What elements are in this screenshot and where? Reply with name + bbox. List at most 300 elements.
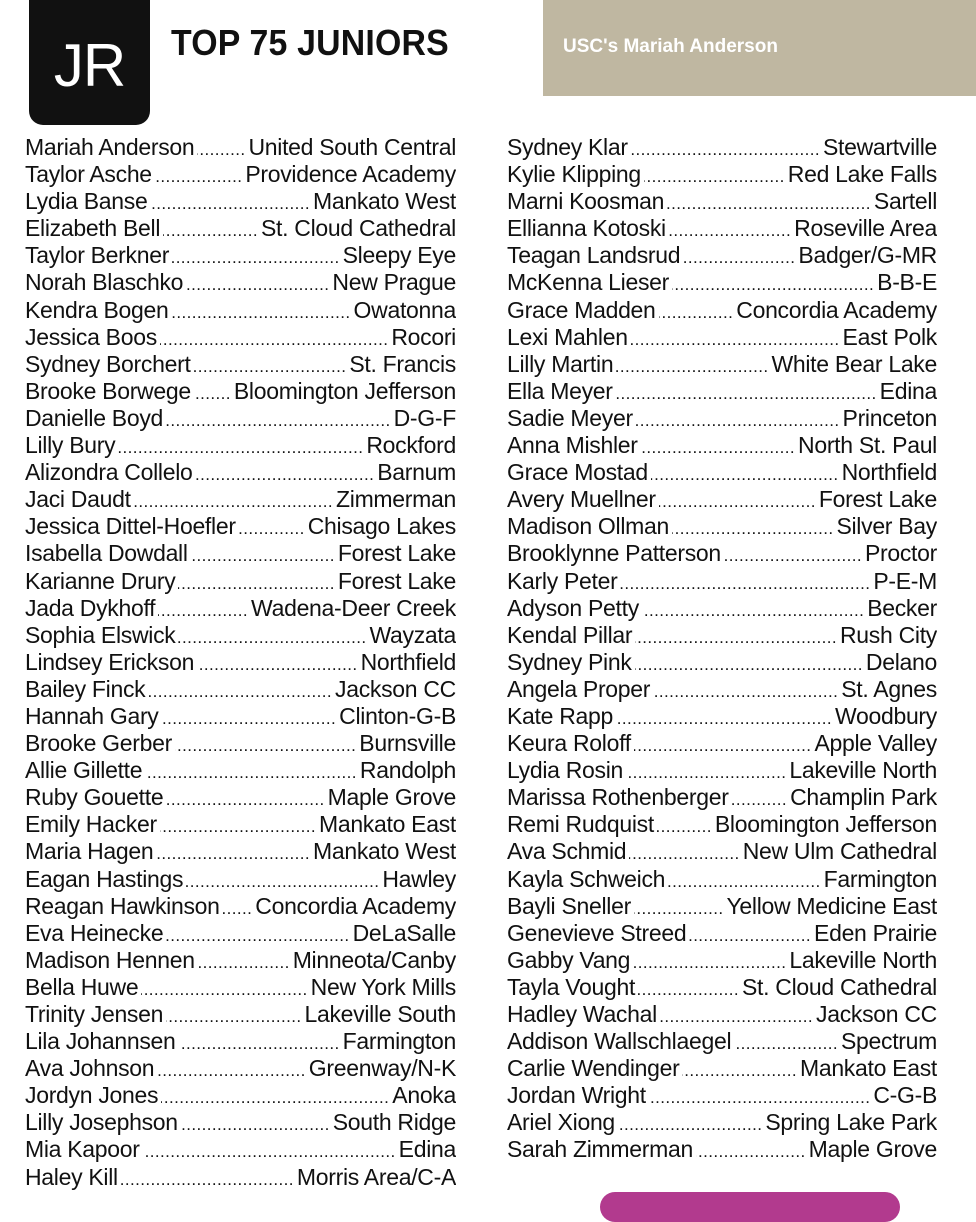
school-name: Champlin Park <box>790 784 937 811</box>
roster-entry <box>507 649 937 676</box>
roster-entry <box>25 1164 456 1191</box>
school-name: Sartell <box>873 188 937 215</box>
school-name: Princeton <box>842 404 937 431</box>
school-name: United South Central <box>248 134 456 160</box>
school-name: Farmington <box>823 865 937 892</box>
player-name: Karianne Drury <box>25 567 176 594</box>
player-name: Kendal Pillar <box>507 621 633 648</box>
dot-leader <box>683 244 795 269</box>
dot-leader <box>732 786 788 811</box>
roster-entry <box>507 595 937 622</box>
school-name: New Ulm Cathedral <box>742 838 937 865</box>
player-name: Sarah Zimmerman <box>507 1136 693 1163</box>
dot-leader <box>161 1084 389 1109</box>
player-name: Maria Hagen <box>25 838 154 865</box>
dot-leader <box>160 326 388 351</box>
school-name: Lakeville North <box>789 757 937 784</box>
school-name: Randolph <box>359 757 456 784</box>
player-name: Kayla Schweich <box>507 865 666 892</box>
school-name: New York Mills <box>310 973 456 1000</box>
player-name: Brooklynne Patterson <box>507 540 721 567</box>
player-name: Anna Mishler <box>507 432 638 459</box>
roster-entry <box>507 324 937 351</box>
dot-leader <box>667 190 871 215</box>
dot-leader <box>143 1138 396 1163</box>
school-name: Forest Lake <box>337 567 456 594</box>
school-name: Woodbury <box>834 702 937 729</box>
roster-entry <box>507 134 937 161</box>
roster-entry <box>507 866 937 893</box>
dot-leader <box>616 380 877 405</box>
school-name: Forest Lake <box>337 540 456 567</box>
player-name: Lydia Banse <box>25 188 148 215</box>
player-name: Lilly Bury <box>25 432 116 459</box>
player-name: Kylie Klipping <box>507 161 641 188</box>
dot-leader <box>175 732 356 757</box>
roster-entry <box>507 297 937 324</box>
roster-entry <box>507 378 937 405</box>
dot-leader <box>156 840 310 865</box>
school-name: Wayzata <box>369 621 456 648</box>
player-name: Isabella Dowdall <box>25 540 188 567</box>
school-name: D-G-F <box>393 404 456 431</box>
school-name: Mankato East <box>318 811 456 838</box>
player-name: Madison Hennen <box>25 946 195 973</box>
school-name: Clinton-G-B <box>339 702 456 729</box>
roster-entry <box>25 459 456 486</box>
player-name: Sydney Klar <box>507 134 628 160</box>
badge-text: JR <box>53 31 126 99</box>
player-name: Ava Schmid <box>507 838 627 865</box>
roster-entry <box>25 1082 456 1109</box>
player-name: Teagan Landsrud <box>507 242 681 269</box>
player-name: Angela Proper <box>507 675 651 702</box>
roster-entry <box>25 1001 456 1028</box>
player-name: Lexi Mahlen <box>507 323 628 350</box>
school-name: Concordia Academy <box>255 892 456 919</box>
school-name: Burnsville <box>359 730 456 757</box>
player-name: Ariel Xiong <box>507 1109 615 1136</box>
roster-entry <box>507 215 937 242</box>
dot-leader <box>191 542 335 567</box>
roster-entry <box>25 730 456 757</box>
school-name: Wadena-Deer Creek <box>251 594 456 621</box>
dot-leader <box>649 1084 870 1109</box>
school-name: Minneota/Canby <box>292 946 456 973</box>
roster-entry <box>25 378 456 405</box>
school-name: South Ridge <box>332 1109 456 1136</box>
player-name: Lydia Rosin <box>507 757 624 784</box>
school-name: Farmington <box>342 1028 456 1055</box>
school-name: Stewartville <box>823 134 937 160</box>
roster-entry <box>507 432 937 459</box>
player-name: Genevieve Streed <box>507 919 687 946</box>
roster-entry <box>507 161 937 188</box>
dot-leader <box>629 840 739 865</box>
dot-leader <box>166 407 391 432</box>
school-name: St. Francis <box>349 350 456 377</box>
roster-entry <box>25 432 456 459</box>
roster-entry <box>507 568 937 595</box>
dot-leader <box>641 434 795 459</box>
roster-entry <box>507 1109 937 1136</box>
dot-leader <box>659 299 734 324</box>
roster-entry <box>25 161 456 188</box>
roster-entry <box>507 1001 937 1028</box>
roster-entry <box>507 513 937 540</box>
dot-leader <box>616 353 768 378</box>
dot-leader <box>181 1111 330 1136</box>
roster-entry <box>507 893 937 920</box>
school-name: P-E-M <box>873 567 937 594</box>
dot-leader <box>178 624 366 649</box>
school-name: Zimmerman <box>336 486 456 513</box>
dot-leader <box>616 705 832 730</box>
player-name: Gabby Vang <box>507 946 631 973</box>
player-name: Ellianna Kotoski <box>507 215 666 242</box>
dot-leader <box>631 326 840 351</box>
dot-leader <box>197 651 358 676</box>
dot-leader <box>179 1030 340 1055</box>
dot-leader <box>631 136 820 161</box>
roster-entry <box>507 757 937 784</box>
player-name: Keura Roloff <box>507 730 631 757</box>
dot-leader <box>657 813 712 838</box>
school-name: Eden Prairie <box>814 919 937 946</box>
player-name: Bailey Finck <box>25 675 146 702</box>
roster-entry <box>507 269 937 296</box>
dot-leader <box>638 976 739 1001</box>
roster-entry <box>25 866 456 893</box>
roster-entry <box>507 784 937 811</box>
dot-leader <box>197 136 245 161</box>
school-name: Red Lake Falls <box>787 161 937 188</box>
school-name: Silver Bay <box>836 513 937 540</box>
roster-entry <box>25 838 456 865</box>
player-name: Tayla Vought <box>507 973 636 1000</box>
player-name: Jada Dykhoff <box>25 594 156 621</box>
dot-leader <box>118 434 363 459</box>
dot-leader <box>145 759 357 784</box>
dot-leader <box>618 1111 762 1136</box>
school-name: St. Agnes <box>841 675 937 702</box>
roster-entry <box>25 405 456 432</box>
player-name: Alizondra Collelo <box>25 459 193 486</box>
dot-leader <box>620 570 870 595</box>
school-name: St. Cloud Cathedral <box>741 973 937 1000</box>
roster-entry <box>507 188 937 215</box>
roster-entry <box>507 1055 937 1082</box>
school-name: Maple Grove <box>327 784 456 811</box>
player-name: Jessica Boos <box>25 323 157 350</box>
dot-leader <box>134 488 333 513</box>
player-name: Jessica Dittel-Hoefler <box>25 513 236 540</box>
right-roster-column <box>507 134 937 1164</box>
dot-leader <box>198 949 290 974</box>
dot-leader <box>223 895 253 920</box>
dot-leader <box>672 515 833 540</box>
school-name: Becker <box>867 594 937 621</box>
dot-leader <box>651 461 839 486</box>
player-name: Mariah Anderson <box>25 134 195 160</box>
dot-leader <box>635 651 863 676</box>
school-name: Edina <box>879 377 937 404</box>
school-name: Spectrum <box>840 1028 937 1055</box>
roster-entry <box>25 134 456 161</box>
school-name: Barnum <box>377 459 456 486</box>
roster-entry <box>25 811 456 838</box>
player-name: Karly Peter <box>507 567 618 594</box>
school-name: DeLaSalle <box>352 919 456 946</box>
dot-leader <box>668 868 821 893</box>
roster-entry <box>25 649 456 676</box>
school-name: Jackson CC <box>816 1001 937 1027</box>
player-name: Ava Johnson <box>25 1055 155 1082</box>
player-name: Eva Heinecke <box>25 919 164 946</box>
roster-entry <box>25 622 456 649</box>
dot-leader <box>644 163 785 188</box>
player-name: Norah Blaschko <box>25 269 184 296</box>
roster-entry <box>507 486 937 513</box>
roster-entry <box>25 324 456 351</box>
jr-badge <box>29 0 150 125</box>
school-name: White Bear Lake <box>771 350 937 377</box>
roster-entry <box>507 459 937 486</box>
dot-leader <box>634 895 724 920</box>
school-name: Roseville Area <box>794 215 937 242</box>
school-name: Proctor <box>864 540 937 567</box>
dot-leader <box>194 353 347 378</box>
player-name: Allie Gillette <box>25 757 143 784</box>
roster-entry <box>507 622 937 649</box>
dot-leader <box>186 271 329 296</box>
roster-entry <box>25 1055 456 1082</box>
school-name: Maple Grove <box>808 1136 937 1163</box>
player-name: Remi Rudquist <box>507 811 654 838</box>
player-name: Emily Hacker <box>25 811 157 838</box>
player-name: Kendra Bogen <box>25 296 169 323</box>
player-name: Mia Kapoor <box>25 1136 140 1163</box>
school-name: Owatonna <box>353 296 456 323</box>
roster-entry <box>507 947 937 974</box>
school-name: North St. Paul <box>798 432 937 459</box>
player-name: Reagan Hawkinson <box>25 892 220 919</box>
roster-entry <box>25 893 456 920</box>
school-name: Badger/G-MR <box>798 242 937 269</box>
dot-leader <box>634 732 812 757</box>
school-name: Edina <box>398 1136 456 1163</box>
dot-leader <box>239 515 305 540</box>
decorative-pill <box>600 1192 900 1222</box>
school-name: B-B-E <box>877 269 937 296</box>
roster-entry <box>25 1136 456 1163</box>
school-name: Rocori <box>391 323 456 350</box>
roster-entry <box>507 1136 937 1163</box>
left-roster-column <box>25 134 456 1191</box>
player-name: Lilly Martin <box>507 350 614 377</box>
dot-leader <box>696 1138 806 1163</box>
roster-entry <box>25 1109 456 1136</box>
dot-leader <box>160 813 316 838</box>
player-name: Marissa Rothenberger <box>507 784 729 811</box>
roster-entry <box>25 188 456 215</box>
school-name: Rockford <box>366 432 456 459</box>
dot-leader <box>141 976 307 1001</box>
roster-entry <box>25 242 456 269</box>
school-name: Yellow Medicine East <box>726 892 937 919</box>
player-name: Grace Mostad <box>507 459 648 486</box>
roster-entry <box>25 947 456 974</box>
dot-leader <box>157 1057 306 1082</box>
dot-leader <box>158 597 248 622</box>
player-name: Elizabeth Bell <box>25 215 161 242</box>
school-name: Delano <box>865 648 937 675</box>
dot-leader <box>194 380 231 405</box>
roster-entry <box>25 486 456 513</box>
player-name: Avery Muellner <box>507 486 656 513</box>
player-name: Madison Ollman <box>507 513 669 540</box>
dot-leader <box>166 786 324 811</box>
dot-leader <box>672 271 874 296</box>
roster-entry <box>507 351 937 378</box>
dot-leader <box>669 217 791 242</box>
dot-leader <box>162 705 337 730</box>
roster-entry <box>507 838 937 865</box>
school-name: Lakeville North <box>789 946 937 973</box>
dot-leader <box>148 678 332 703</box>
player-name: Carlie Wendinger <box>507 1055 680 1082</box>
roster-entry <box>25 297 456 324</box>
roster-entry <box>25 269 456 296</box>
player-name: Danielle Boyd <box>25 404 164 431</box>
player-name: Jaci Daudt <box>25 486 131 513</box>
dot-leader <box>653 678 838 703</box>
school-name: Northfield <box>360 648 456 675</box>
player-name: Sydney Borchert <box>25 350 191 377</box>
page-title: TOP 75 JUNIORS <box>171 22 449 63</box>
dot-leader <box>166 1003 301 1028</box>
roster-entry <box>25 568 456 595</box>
school-name: Greenway/N-K <box>308 1055 456 1082</box>
player-name: Bayli Sneller <box>507 892 631 919</box>
player-name: Taylor Berkner <box>25 242 170 269</box>
player-name: Adyson Petty <box>507 594 639 621</box>
school-name: East Polk <box>842 323 937 350</box>
roster-entry <box>507 540 937 567</box>
player-name: Taylor Asche <box>25 161 152 188</box>
dot-leader <box>196 461 375 486</box>
school-name: Mankato West <box>313 188 456 215</box>
player-name: Sophia Elswick <box>25 621 176 648</box>
school-name: Providence Academy <box>245 161 456 188</box>
school-name: Mankato East <box>799 1055 937 1082</box>
player-name: Jordyn Jones <box>25 1082 159 1109</box>
player-name: Ruby Gouette <box>25 784 164 811</box>
school-name: Northfield <box>841 459 937 486</box>
dot-leader <box>171 299 350 324</box>
roster-entry <box>507 1082 937 1109</box>
roster-entry <box>507 703 937 730</box>
roster-entry <box>507 405 937 432</box>
roster-entry <box>25 513 456 540</box>
dot-leader <box>186 868 379 893</box>
roster-entry <box>507 920 937 947</box>
school-name: Hawley <box>382 865 456 892</box>
roster-entry <box>507 242 937 269</box>
roster-entry <box>507 730 937 757</box>
player-name: Ella Meyer <box>507 377 613 404</box>
player-name: Haley Kill <box>25 1163 118 1190</box>
player-name: Grace Madden <box>507 296 656 323</box>
dot-leader <box>166 922 349 947</box>
school-name: C-G-B <box>873 1082 937 1109</box>
roster-entry <box>25 974 456 1001</box>
player-name: Bella Huwe <box>25 973 139 1000</box>
roster-entry <box>507 811 937 838</box>
player-name: Jordan Wright <box>507 1082 646 1109</box>
player-name: Brooke Gerber <box>25 730 172 757</box>
player-name: Marni Koosman <box>507 188 665 215</box>
roster-entry <box>507 974 937 1001</box>
roster-entry <box>25 784 456 811</box>
dot-leader <box>121 1166 294 1191</box>
player-name: Kate Rapp <box>507 702 613 729</box>
school-name: Mankato West <box>313 838 456 865</box>
player-name: Hadley Wachal <box>507 1001 657 1027</box>
dot-leader <box>682 1057 796 1082</box>
roster-entry <box>25 351 456 378</box>
photo-caption: USC's Mariah Anderson <box>563 36 778 57</box>
school-name: Morris Area/C-A <box>296 1163 456 1190</box>
dot-leader <box>734 1030 838 1055</box>
dot-leader <box>155 163 243 188</box>
player-name: Lila Johannsen <box>25 1028 176 1055</box>
school-name: Anoka <box>392 1082 456 1109</box>
dot-leader <box>642 597 864 622</box>
dot-leader <box>724 542 862 567</box>
player-name: Lilly Josephson <box>25 1109 178 1136</box>
player-name: Trinity Jensen <box>25 1001 164 1027</box>
school-name: Rush City <box>840 621 937 648</box>
photo-caption-box <box>543 0 976 96</box>
roster-entry <box>25 540 456 567</box>
player-name: Lindsey Erickson <box>25 648 195 675</box>
roster-entry <box>25 215 456 242</box>
roster-entry <box>25 920 456 947</box>
player-name: McKenna Lieser <box>507 269 669 296</box>
school-name: Bloomington Jefferson <box>233 377 456 404</box>
player-name: Sydney Pink <box>507 648 632 675</box>
school-name: Forest Lake <box>818 486 937 513</box>
school-name: Spring Lake Park <box>765 1109 937 1136</box>
school-name: St. Cloud Cathedral <box>260 215 456 242</box>
dot-leader <box>626 759 786 784</box>
school-name: New Prague <box>332 269 456 296</box>
school-name: Concordia Academy <box>736 296 937 323</box>
player-name: Brooke Borwege <box>25 377 191 404</box>
roster-entry <box>25 595 456 622</box>
school-name: Bloomington Jefferson <box>714 811 937 838</box>
roster-entry <box>25 676 456 703</box>
school-name: Jackson CC <box>335 675 456 702</box>
dot-leader <box>636 407 840 432</box>
player-name: Eagan Hastings <box>25 865 184 892</box>
roster-entry <box>25 703 456 730</box>
player-name: Sadie Meyer <box>507 404 633 431</box>
player-name: Hannah Gary <box>25 702 159 729</box>
roster-entry <box>507 676 937 703</box>
school-name: Chisago Lakes <box>307 513 456 540</box>
